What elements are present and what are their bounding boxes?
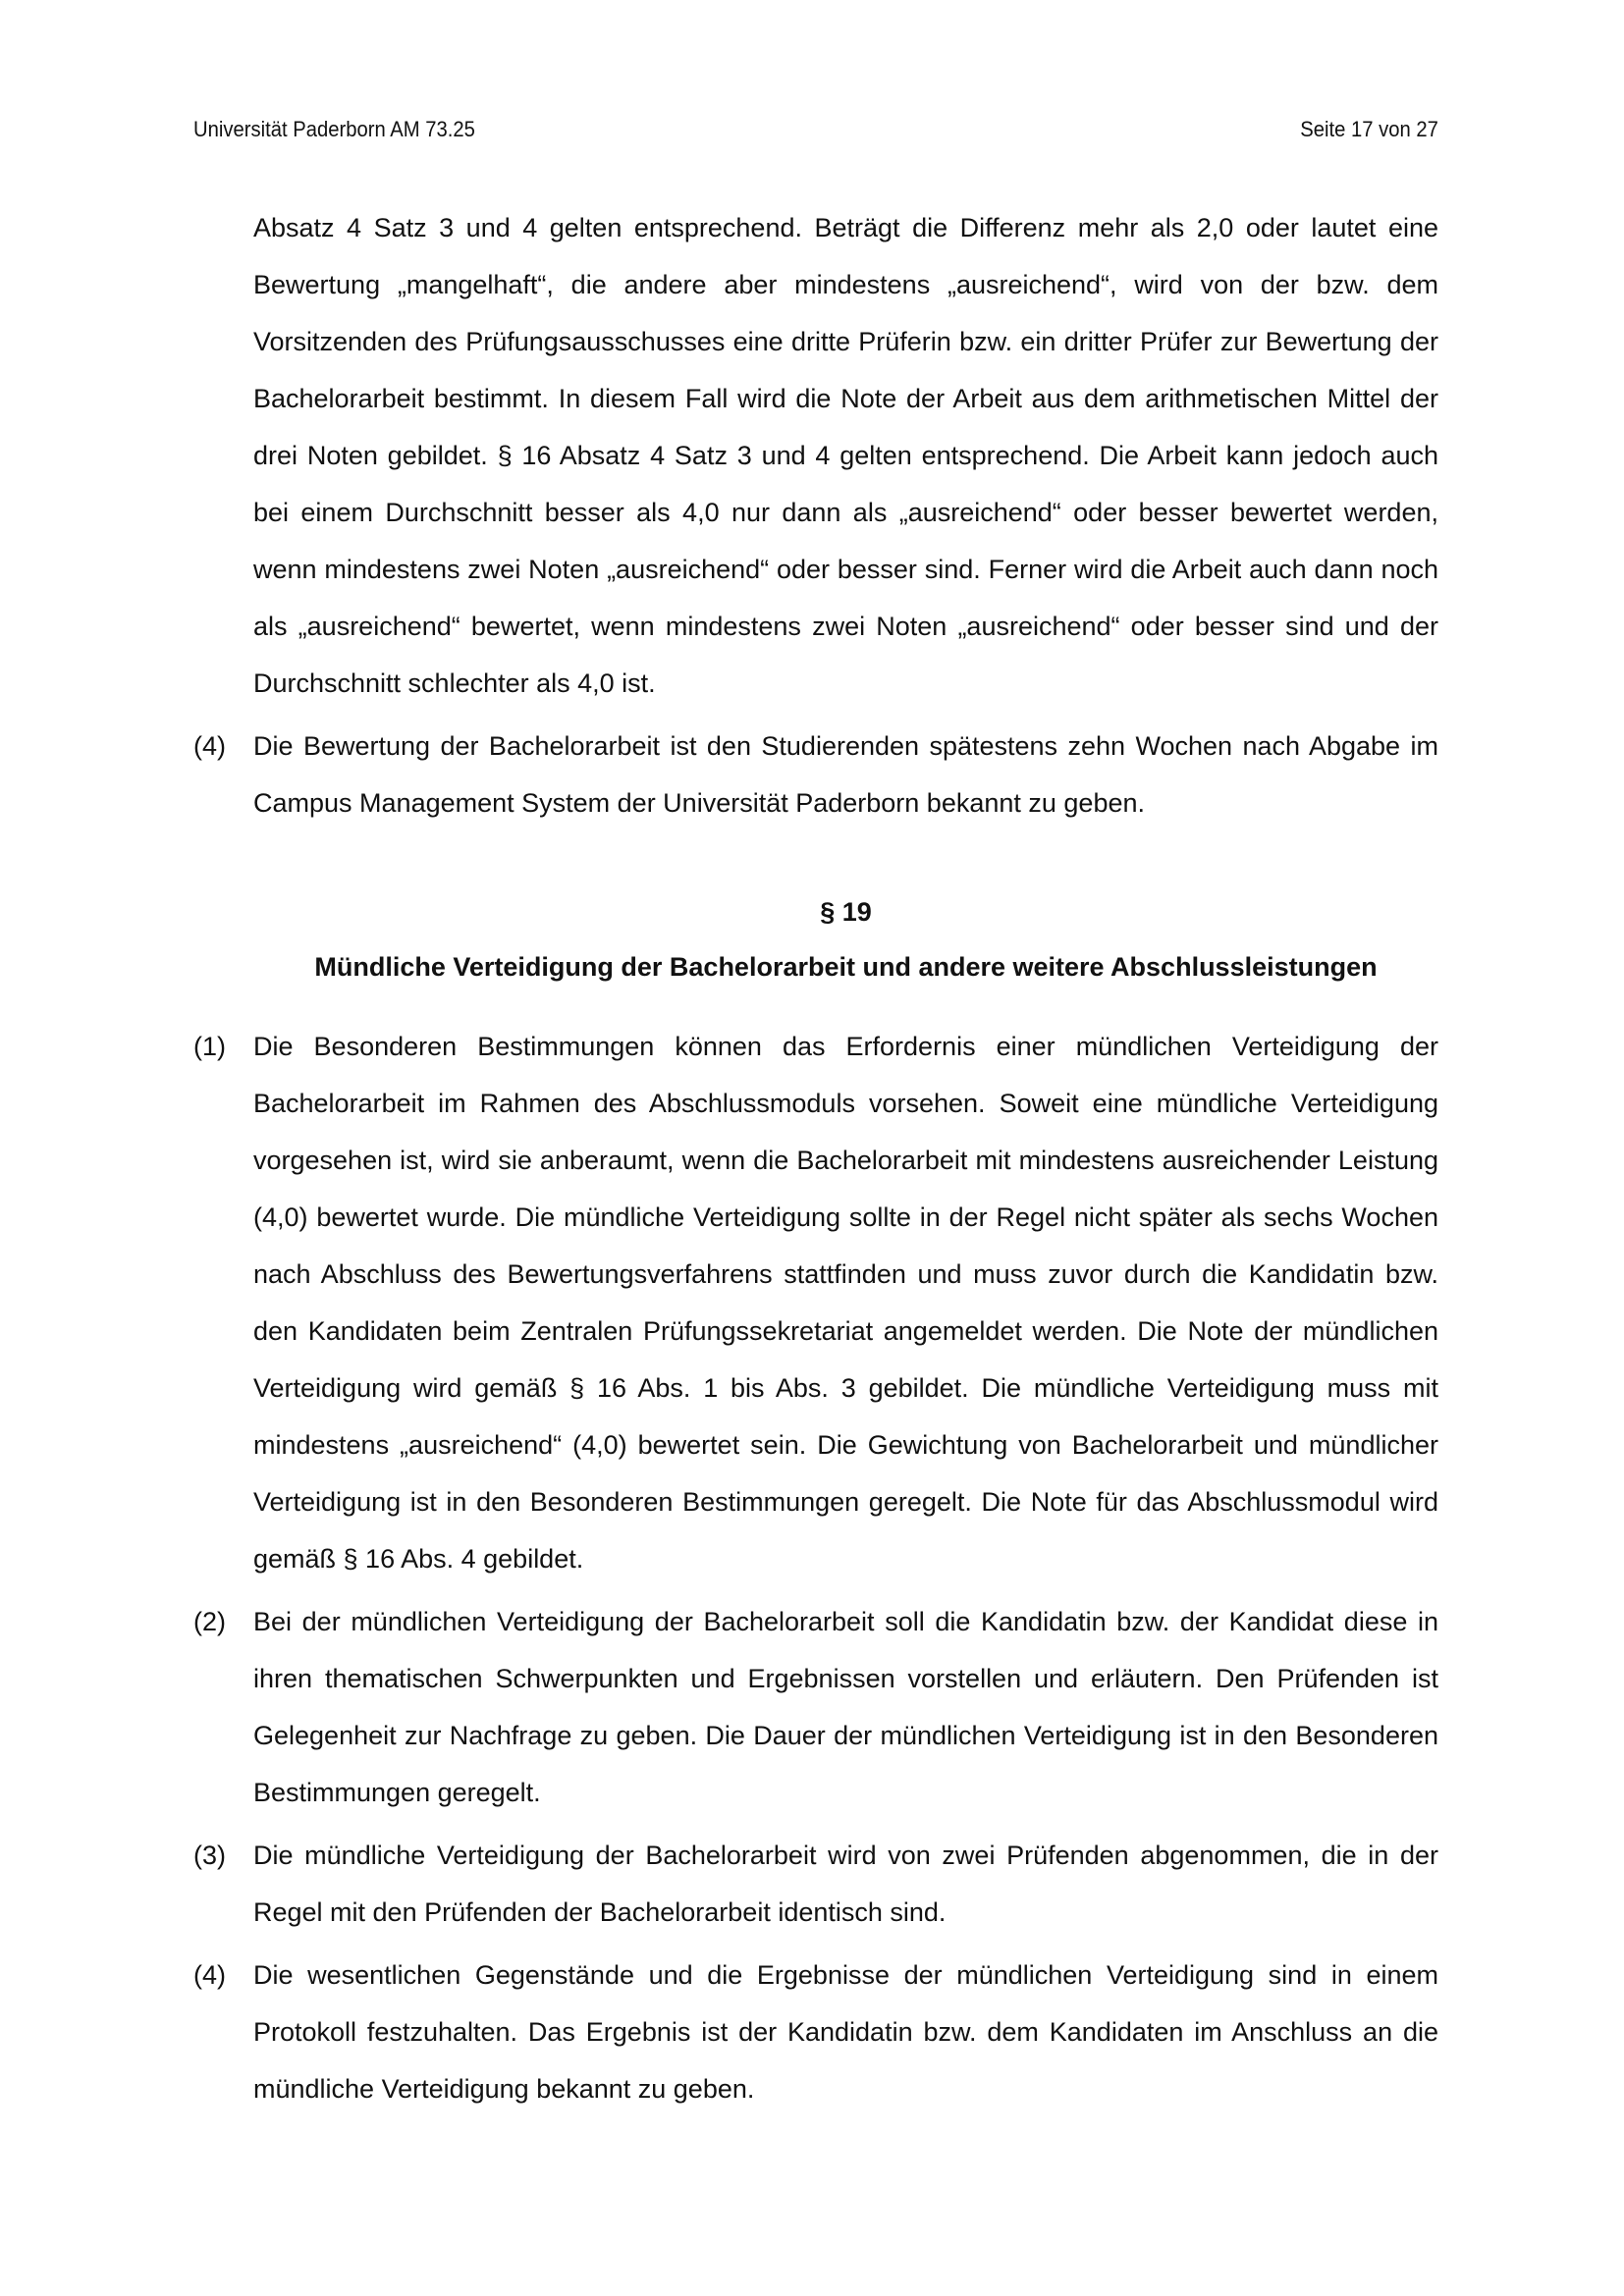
paragraph-number: (4): [193, 731, 226, 761]
numbered-paragraph: [193, 1947, 1438, 2117]
header-document-reference: Universität Paderborn AM 73.25: [193, 117, 475, 141]
header-page-number: Seite 17 von 27: [1300, 117, 1438, 141]
section-number: § 19: [820, 897, 872, 927]
document-body: [193, 199, 1438, 2117]
paragraph-number: (2): [193, 1607, 226, 1636]
paragraph-number: (3): [193, 1841, 226, 1870]
numbered-paragraph: [193, 1827, 1438, 1941]
paragraph-text: Bei der mündlichen Verteidigung der Bachelorarbeit soll die Kandidatin bzw. der Kandidat diese in ihren thematischen Schwerpunkten und Ergebnissen vorstellen und erläutern. Den Prüfenden ist Gelegenheit zur Nachfrage zu geben. Die Dauer der mündlichen Verteidigung ist in den Besonderen Bestimmungen geregelt.: [253, 1607, 1438, 1807]
paragraph-text: Die wesentlichen Gegenstände und die Ergebnisse der mündlichen Verteidigung sind in einem Protokoll festzuhalten. Das Ergebnis ist der Kandidatin bzw. dem Kandidaten im Anschluss an die mündliche Verteidigung bekannt zu geben.: [253, 1960, 1438, 2104]
numbered-paragraph: [193, 1593, 1438, 1821]
section-title: Mündliche Verteidigung der Bachelorarbeit und andere weitere Abschlussleistungen: [314, 952, 1378, 982]
paragraph-text: Die mündliche Verteidigung der Bachelorarbeit wird von zwei Prüfenden abgenommen, die in der Regel mit den Prüfenden der Bachelorarbeit identisch sind.: [253, 1841, 1438, 1927]
continued-paragraph: Absatz 4 Satz 3 und 4 gelten entsprechend. Beträgt die Differenz mehr als 2,0 oder lautet eine Bewertung „mangelhaft“, die andere aber mindestens „ausreichend“, wird von der bzw. dem Vorsitzenden des Prüfungsausschusses eine dritte Prüferin bzw. ein dritter Prüfer zur Bewertung der Bachelorarbeit bestimmt. In diesem Fall wird die Note der Arbeit aus dem arithmetischen Mittel der drei Noten gebildet. § 16 Absatz 4 Satz 3 und 4 gelten entsprechend. Die Arbeit kann jedoch auch bei einem Durchschnitt besser als 4,0 nur dann als „ausreichend“ oder besser bewertet werden, wenn mindestens zwei Noten „ausreichend“ oder besser sind. Ferner wird die Arbeit auch dann noch als „ausreichend“ bewertet, wenn mindestens zwei Noten „ausreichend“ oder besser sind und der Durchschnitt schlechter als 4,0 ist.: [253, 213, 1438, 698]
numbered-paragraph: [193, 1018, 1438, 1587]
numbered-paragraph: [193, 718, 1438, 831]
paragraph-number: (4): [193, 1960, 226, 1990]
paragraph-number: (1): [193, 1032, 226, 1061]
paragraph-text: Die Bewertung der Bachelorarbeit ist den Studierenden spätestens zehn Wochen nach Abgabe im Campus Management System der Universität Paderborn bekannt zu geben.: [253, 731, 1438, 818]
paragraph-text: Die Besonderen Bestimmungen können das Erfordernis einer mündlichen Verteidigung der Bachelorarbeit im Rahmen des Abschlussmoduls vorsehen. Soweit eine mündliche Verteidigung vorgesehen ist, wird sie anberaumt, wenn die Bachelorarbeit mit mindestens ausreichender Leistung (4,0) bewertet wurde. Die mündliche Verteidigung sollte in der Regel nicht später als sechs Wochen nach Abschluss des Bewertungsverfahrens stattfinden und muss zuvor durch die Kandidatin bzw. den Kandidaten beim Zentralen Prüfungssekretariat angemeldet werden. Die Note der mündlichen Verteidigung wird gemäß § 16 Abs. 1 bis Abs. 3 gebildet. Die mündliche Verteidigung muss mit mindestens „ausreichend“ (4,0) bewertet sein. Die Gewichtung von Bachelorarbeit und mündlicher Verteidigung ist in den Besonderen Bestimmungen geregelt. Die Note für das Abschlussmodul wird gemäß § 16 Abs. 4 gebildet.: [253, 1032, 1438, 1574]
